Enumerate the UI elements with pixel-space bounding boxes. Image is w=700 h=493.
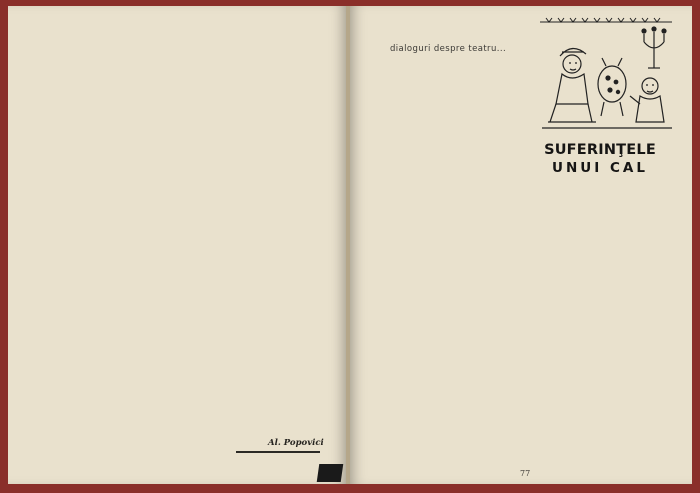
text-line (386, 294, 678, 301)
text-line (386, 340, 678, 347)
text-line (46, 351, 312, 358)
text-line (46, 403, 312, 410)
text-line (386, 453, 678, 460)
text-line (46, 41, 312, 48)
text-line (46, 199, 312, 206)
text-line (386, 334, 678, 341)
text-line (46, 383, 312, 390)
text-line (46, 410, 312, 417)
text-line (46, 179, 312, 186)
text-line (46, 212, 312, 219)
text-line (46, 186, 312, 193)
text-line (46, 298, 312, 305)
text-line (386, 433, 678, 440)
text-line (46, 331, 312, 338)
text-line (386, 327, 678, 334)
text-line (46, 271, 312, 278)
right-page (350, 6, 692, 484)
text-line (46, 377, 312, 384)
text-line (386, 406, 678, 413)
text-line (386, 275, 678, 282)
text-line (46, 291, 312, 298)
text-line (46, 60, 312, 67)
text-line (386, 255, 678, 262)
text-line (46, 100, 312, 107)
text-line (386, 308, 678, 315)
text-line (386, 446, 678, 453)
text-line (46, 205, 312, 212)
text-line (386, 387, 678, 394)
text-line (46, 146, 312, 153)
decorative-border-icon (540, 18, 672, 22)
left-page (8, 6, 346, 484)
text-line (386, 426, 678, 433)
text-line (46, 278, 312, 285)
text-line (386, 228, 678, 235)
bookmark-ribbon (317, 464, 344, 482)
text-line (46, 219, 312, 226)
dialogue-text (386, 202, 678, 459)
seated-figure-icon (548, 48, 596, 122)
signature-rule (236, 451, 320, 453)
text-line (46, 285, 312, 292)
text-line (46, 238, 312, 245)
text-line (46, 304, 312, 311)
text-line (386, 380, 678, 387)
text-line (46, 166, 312, 173)
text-line (46, 87, 312, 94)
text-line (386, 321, 678, 328)
kneeling-figure-icon (630, 78, 664, 122)
text-line (386, 347, 678, 354)
text-line (46, 265, 312, 272)
text-line (386, 400, 678, 407)
text-line (386, 222, 678, 229)
text-line (46, 140, 312, 147)
text-line (386, 202, 678, 209)
article-signature: Al. Popovici (268, 438, 324, 448)
text-line (46, 93, 312, 100)
text-line (386, 367, 678, 374)
text-line (386, 248, 678, 255)
text-line (46, 225, 312, 232)
text-line (46, 153, 312, 160)
text-line (386, 268, 678, 275)
text-line (46, 311, 312, 318)
text-line (46, 324, 312, 331)
text-line (46, 337, 312, 344)
text-line (386, 373, 678, 380)
text-line (386, 261, 678, 268)
left-article-text (46, 34, 312, 430)
text-line (386, 314, 678, 321)
text-line (46, 133, 312, 140)
text-line (386, 413, 678, 420)
text-line (386, 301, 678, 308)
text-line (46, 34, 312, 41)
text-line (386, 393, 678, 400)
text-line (46, 232, 312, 239)
text-line (386, 242, 678, 249)
text-line (386, 281, 678, 288)
text-line (386, 209, 678, 216)
text-line (386, 235, 678, 242)
play-title (536, 142, 664, 176)
text-line (46, 390, 312, 397)
text-line (46, 252, 312, 259)
text-line (386, 420, 678, 427)
text-line (46, 80, 312, 87)
text-line (46, 397, 312, 404)
text-line (46, 245, 312, 252)
text-line (386, 215, 678, 222)
candelabra-icon (642, 27, 666, 68)
text-line (46, 192, 312, 199)
text-line (46, 47, 312, 54)
text-line (46, 120, 312, 127)
text-line (46, 364, 312, 371)
text-line (46, 423, 312, 430)
page-number: 77 (520, 469, 531, 478)
text-line (46, 344, 312, 351)
text-line (46, 370, 312, 377)
text-line (386, 439, 678, 446)
text-line (386, 354, 678, 361)
text-line (46, 107, 312, 114)
text-line (386, 360, 678, 367)
text-line (46, 159, 312, 166)
text-line (46, 74, 312, 81)
text-line (46, 172, 312, 179)
series-title: dialoguri despre teatru... (390, 44, 507, 54)
text-line (46, 318, 312, 325)
text-line (46, 67, 312, 74)
theater-masks-illustration (536, 12, 676, 140)
text-line (46, 258, 312, 265)
text-line (46, 416, 312, 423)
text-line (46, 113, 312, 120)
creature-icon (598, 58, 626, 116)
text-line (46, 357, 312, 364)
play-title-line1: SUFERINŢELE (544, 142, 656, 158)
play-title-line2: UNUI CAL (552, 160, 648, 176)
text-line (46, 126, 312, 133)
text-line (386, 288, 678, 295)
text-line (46, 54, 312, 61)
